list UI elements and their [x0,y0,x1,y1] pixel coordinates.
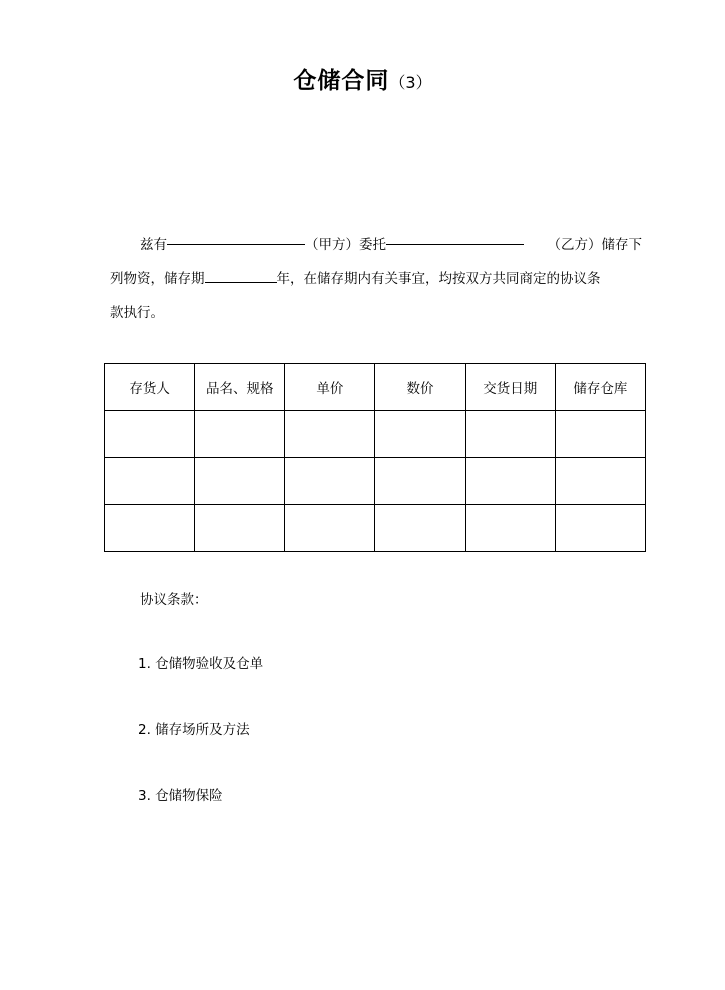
storage-table [104,363,646,552]
table-row [105,505,646,552]
storage-period-blank [205,266,277,283]
intro-line-2 [110,262,642,296]
indent [110,228,140,262]
table-cell [105,458,195,505]
intro-part2: （甲方）委托 [305,237,386,253]
table-cell [375,411,465,458]
title-suffix: （3） [389,73,432,92]
header-item-spec: 品名、规格 [195,364,285,411]
clause-2: 2. 储存场所及方法 [138,722,250,738]
clause-1: 1. 仓储物验收及仓单 [138,656,264,672]
table-cell [465,458,555,505]
intro-line-3: 款执行。 [110,305,164,321]
header-delivery-date: 交货日期 [465,364,555,411]
table-cell [555,505,645,552]
party-b-blank [386,228,524,245]
table-cell [555,411,645,458]
table-cell [285,411,375,458]
document-title [0,62,725,95]
table-cell [375,458,465,505]
table-cell [375,505,465,552]
title-text: 仓储合同 [293,68,390,94]
table-row [105,411,646,458]
terms-heading: 协议条款： [140,592,208,608]
table-row [105,458,646,505]
intro-line2-part1: 列物资，储存期 [110,271,205,287]
table-cell [285,505,375,552]
intro-part3: （乙方）储存下 [547,237,642,253]
table-header-row [105,364,646,411]
intro-line-1 [110,228,642,262]
table-cell [195,505,285,552]
intro-line2-part2: 年，在储存期内有关事宜，均按双方共同商定的协议条 [276,271,601,287]
table-cell [105,411,195,458]
party-a-blank [167,228,305,245]
table-cell [195,458,285,505]
header-quantity-price: 数价 [375,364,465,411]
table-cell [285,458,375,505]
table-cell [465,411,555,458]
intro-paragraph [110,228,642,330]
header-unit-price: 单价 [285,364,375,411]
clause-3: 3. 仓储物保险 [138,788,223,804]
table-cell [105,505,195,552]
header-warehouse: 储存仓库 [555,364,645,411]
table-cell [555,458,645,505]
intro-part1: 兹有 [140,237,167,253]
table-cell [195,411,285,458]
table-cell [465,505,555,552]
header-depositor: 存货人 [105,364,195,411]
